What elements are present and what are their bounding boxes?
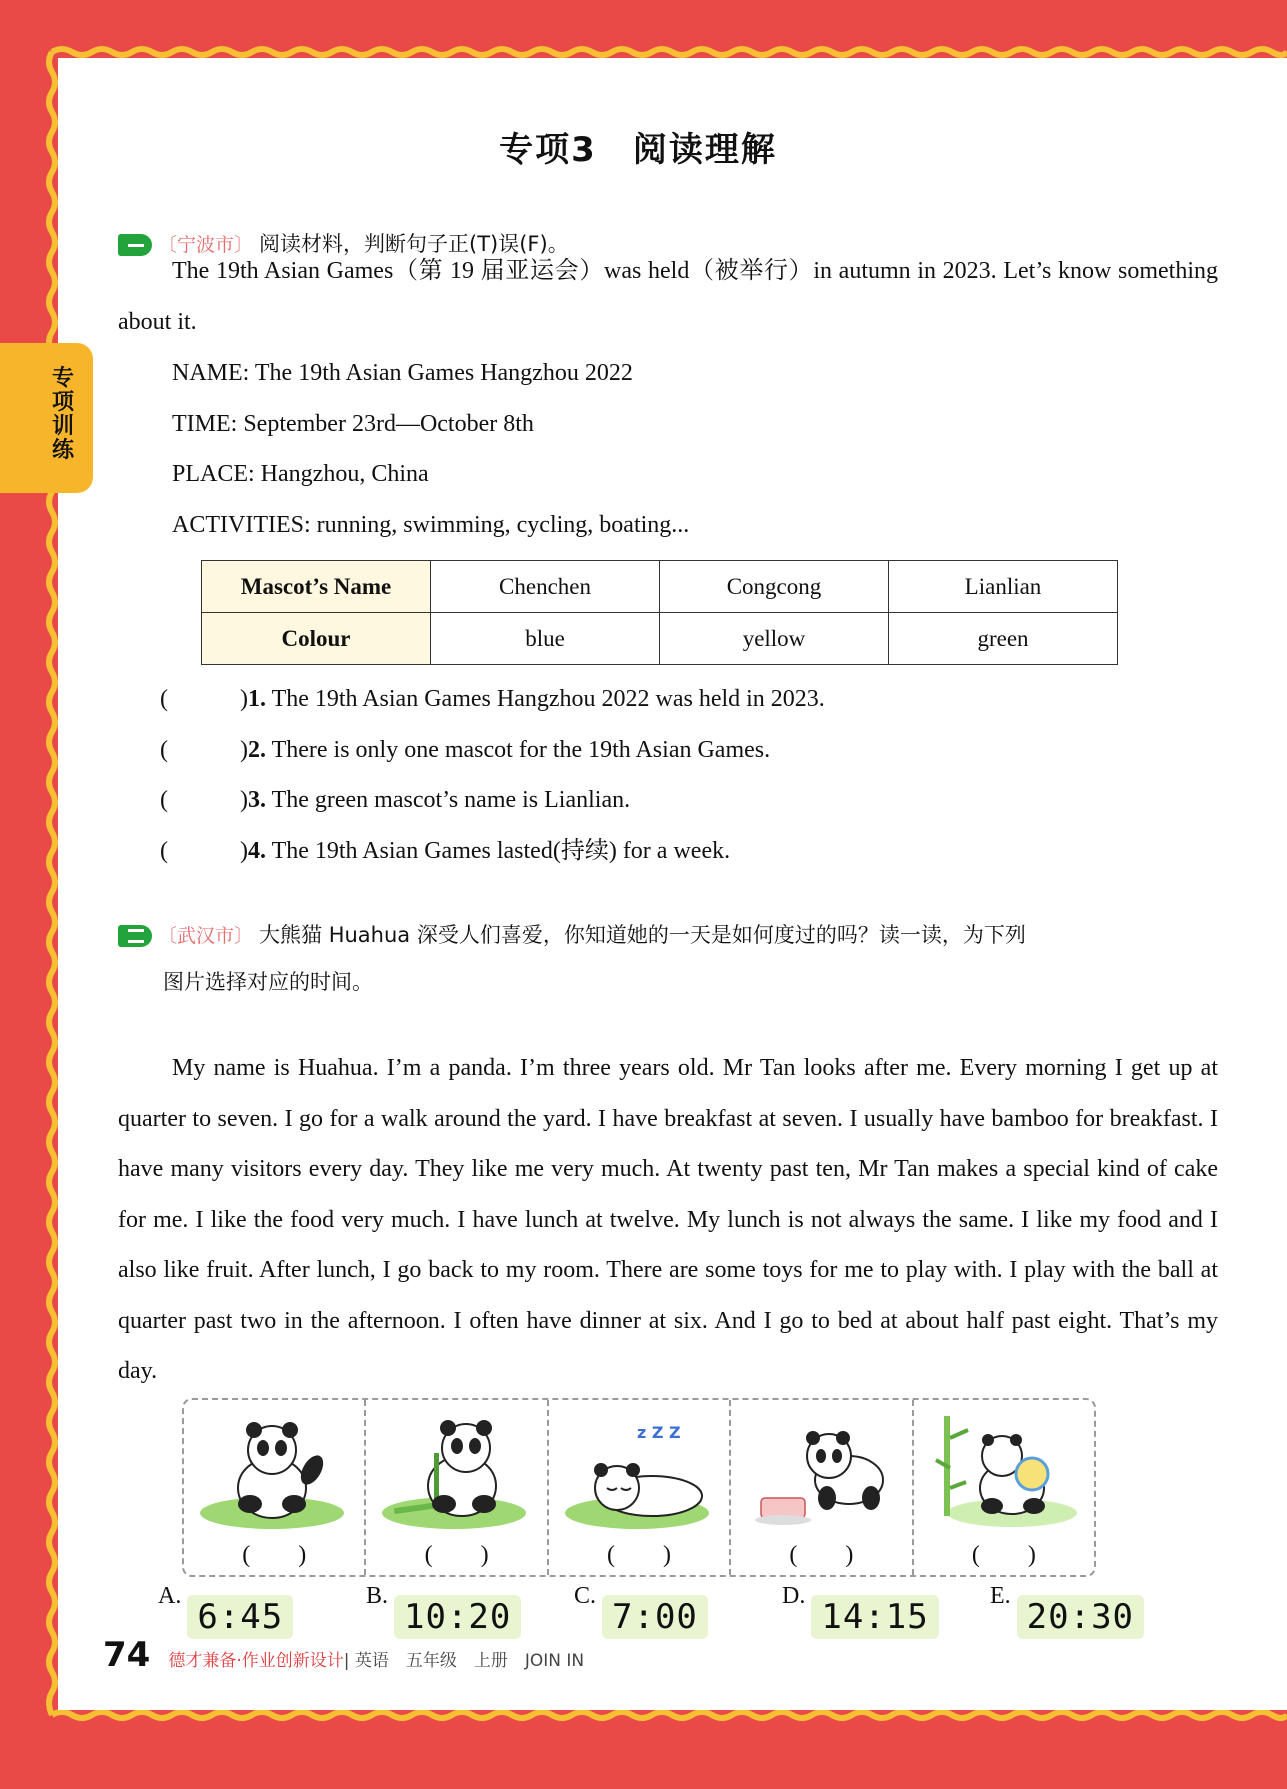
section2-instruction-2: 图片选择对应的时间。 (163, 970, 373, 994)
page-content (58, 58, 1287, 1710)
option-e: E.20:30 (990, 1583, 1144, 1639)
option-c: C.7:00 (574, 1583, 708, 1639)
table-header-colour: Colour (202, 613, 431, 665)
mascot-table (201, 560, 1118, 665)
section2-header (118, 912, 1228, 1005)
table-cell: yellow (660, 613, 889, 665)
table-header-name: Mascot’s Name (202, 561, 431, 613)
section1-facts (172, 348, 1172, 550)
table-cell: Chenchen (431, 561, 660, 613)
answer-blank[interactable]: ( ) (971, 1542, 1036, 1568)
digital-clock: 6:45 (187, 1595, 293, 1639)
fact-time: TIME: September 23rd—October 8th (172, 410, 534, 437)
digital-clock: 10:20 (394, 1595, 521, 1639)
answer-blank[interactable]: ( ) (607, 1542, 671, 1568)
section1-city: 〔宁波市〕 (158, 234, 254, 256)
panda-eating-bamboo-icon (374, 1408, 534, 1533)
panda-passage: My name is Huahua. I’m a panda. I’m three years old. Mr Tan looks after me. Every morning I get up at quarter to seven. I go for a walk around the yard. I have breakfast at seven. I usually have bamboo for breakfast. I have many visitors every day. They like me very much. At twenty past ten, Mr Tan makes a special kind of cake for me. I like the food very much. I have lunch at twelve. My lunch is not always the same. I like my food and I also like fruit. After lunch, I go back to my room. There are some toys for me to play with. I play with the ball at quarter past two in the afternoon. I often have dinner at six. And I go to bed at about half past eight. That’s my day. (118, 1055, 1218, 1384)
fact-name: NAME: The 19th Asian Games Hangzhou 2022 (172, 360, 633, 386)
page-number: 74 (103, 1635, 151, 1675)
section1-intro: The 19th Asian Games（第 19 届亚运会）was held（被举行）in autumn in 2023. Let’s know something about it. (118, 258, 1218, 335)
section-two-badge-icon (118, 925, 152, 947)
question-1: ( )1. The 19th Asian Games Hangzhou 2022 was held in 2023. (160, 686, 825, 712)
picture-sleep (549, 1400, 731, 1575)
question-3: ( )3. The green mascot’s name is Lianlian. (160, 787, 631, 813)
svg-text:z Z Z: z Z Z (636, 1423, 681, 1442)
fact-activities: ACTIVITIES: running, swimming, cycling, boating... (172, 511, 690, 538)
digital-clock: 7:00 (602, 1595, 708, 1639)
footer-info: | 英语 五年级 上册 JOIN IN (343, 1651, 585, 1671)
picture-bamboo (366, 1400, 548, 1575)
answer-blank[interactable]: ( ) (160, 736, 248, 763)
answer-blank[interactable]: ( ) (160, 686, 248, 712)
picture-cake (731, 1400, 913, 1575)
option-a: A.6:45 (158, 1583, 293, 1639)
section2-city: 〔武汉市〕 (158, 925, 254, 947)
digital-clock: 20:30 (1017, 1595, 1144, 1639)
table-cell: green (889, 613, 1118, 665)
panda-waving-icon (192, 1408, 352, 1533)
picture-walk (184, 1400, 366, 1575)
panda-with-ball-icon (922, 1408, 1082, 1533)
digital-clock: 14:15 (811, 1595, 938, 1639)
answer-blank[interactable]: ( ) (242, 1542, 307, 1568)
answer-blank[interactable]: ( ) (160, 837, 248, 864)
page-footer (103, 1635, 584, 1675)
page-title: 专项3 阅读理解 (499, 130, 777, 170)
table-cell: blue (431, 613, 660, 665)
answer-blank[interactable]: ( ) (789, 1542, 854, 1568)
question-list (160, 674, 1210, 876)
option-d: D.14:15 (782, 1583, 939, 1639)
table-cell: Lianlian (889, 561, 1118, 613)
mascot-table-wrap (201, 560, 1118, 665)
table-cell: Congcong (660, 561, 889, 613)
table-row (202, 561, 1118, 613)
footer-brand: 德才兼备·作业创新设计 (168, 1651, 344, 1671)
answer-blank[interactable]: ( ) (160, 787, 248, 813)
side-tab (0, 343, 93, 493)
fact-place: PLACE: Hangzhou, China (172, 461, 429, 487)
answer-blank[interactable]: ( ) (424, 1542, 489, 1568)
section2-instruction-1: 大熊猫 Huahua 深受人们喜爱，你知道她的一天是如何度过的吗？读一读，为下列 (259, 923, 1026, 947)
section1-instruction: 阅读材料，判断句子正(T)误(F)。 (259, 232, 569, 256)
option-b: B.10:20 (366, 1583, 521, 1639)
picture-strip (182, 1398, 1096, 1577)
table-row (202, 613, 1118, 665)
question-2: ( )2. There is only one mascot for the 19th Asian Games. (160, 736, 771, 763)
panda-sleeping-icon (557, 1408, 717, 1533)
panda-with-cake-icon (739, 1408, 899, 1533)
side-tab-label: 专项训练 (52, 366, 75, 463)
picture-ball (914, 1400, 1094, 1575)
question-4: ( )4. The 19th Asian Games lasted(持续) for a week. (160, 837, 731, 864)
